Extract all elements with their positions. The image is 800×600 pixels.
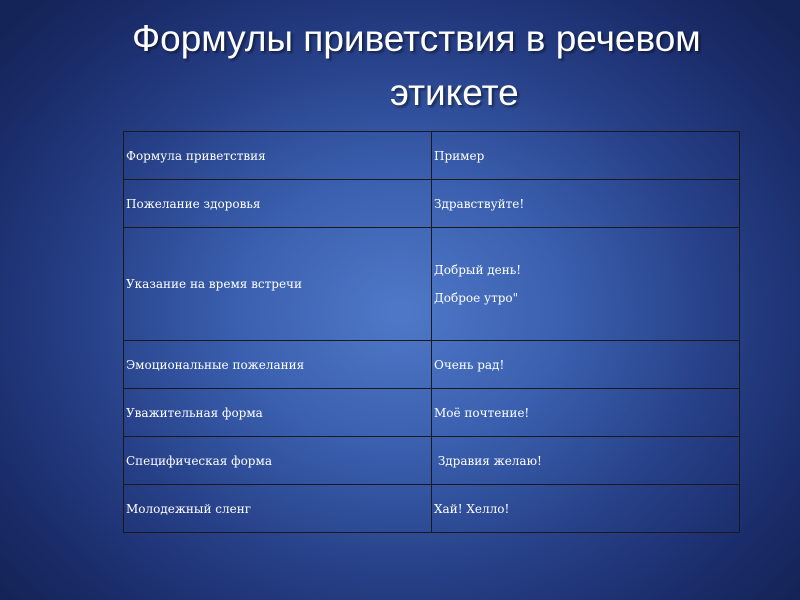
slide-title-line-2: этикете [390, 72, 519, 113]
table-row [124, 437, 740, 485]
example-text: Хай! Хелло! [434, 501, 510, 516]
greeting-formulas-table [123, 131, 740, 533]
formula-cell: Молодежный сленг [124, 485, 432, 533]
header-cell-example: Пример [432, 132, 740, 180]
example-text: Здравия желаю! [434, 453, 542, 468]
slide-title-line-1: Формулы приветствия в речевом [132, 18, 701, 59]
table-row [124, 389, 740, 437]
example-text: Здравствуйте! [434, 196, 525, 211]
example-cell [432, 437, 740, 485]
table-header-row [124, 132, 740, 180]
example-cell [432, 228, 740, 341]
header-cell-formula: Формула приветствия [124, 132, 432, 180]
formula-cell: Указание на время встречи [124, 228, 432, 341]
formula-cell: Уважительная форма [124, 389, 432, 437]
slide-title [0, 14, 800, 124]
example-text: Доброе утро" [434, 291, 519, 305]
table-row [124, 180, 740, 228]
formula-cell: Специфическая форма [124, 437, 432, 485]
table-row [124, 228, 740, 341]
example-cell [432, 389, 740, 437]
table-row [124, 341, 740, 389]
formula-cell: Пожелание здоровья [124, 180, 432, 228]
example-text: Моё почтение! [434, 405, 530, 420]
example-cell [432, 485, 740, 533]
example-cell [432, 341, 740, 389]
example-cell [432, 180, 740, 228]
example-text: Добрый день! [434, 263, 522, 277]
example-text: Очень рад! [434, 357, 505, 372]
formula-cell: Эмоциональные пожелания [124, 341, 432, 389]
table-row [124, 485, 740, 533]
